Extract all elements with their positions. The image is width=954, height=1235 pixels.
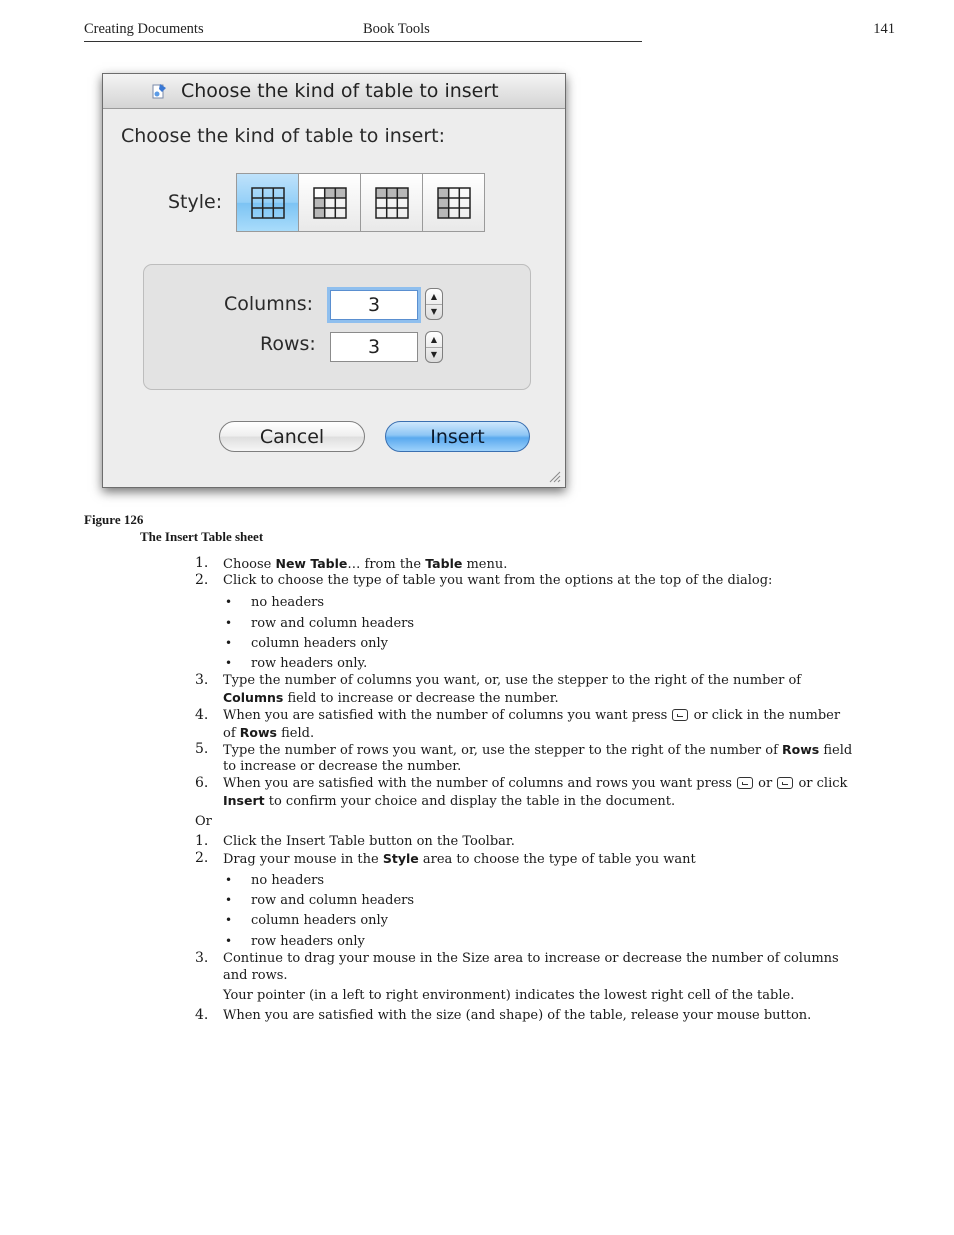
step-text: When you are satisfied with the number of columns and rows you want press or or click bbox=[223, 776, 848, 791]
resize-grip-icon[interactable] bbox=[547, 469, 561, 483]
step-number: 6. bbox=[195, 775, 209, 791]
tab-key-icon bbox=[672, 709, 688, 721]
bullet-icon: • bbox=[225, 636, 233, 650]
running-header-section: Creating Documents bbox=[84, 21, 204, 37]
list-item: no headers bbox=[251, 595, 325, 610]
return-key-icon bbox=[777, 777, 793, 789]
list-item: no headers bbox=[251, 873, 325, 888]
step-number: 1. bbox=[195, 555, 209, 571]
dialog-prompt: Choose the kind of table to insert: bbox=[121, 125, 446, 147]
up-arrow-icon[interactable]: ▲ bbox=[426, 289, 442, 305]
list-item: column headers only bbox=[251, 913, 389, 928]
app-icon bbox=[151, 82, 169, 100]
step-number: 2. bbox=[195, 572, 209, 588]
step-text: Type the number of rows you want, or, use the stepper to the right of the number of Rows field bbox=[223, 742, 853, 758]
step-text: Insert to confirm your choice and display the table in the document. bbox=[223, 793, 676, 809]
step-text: Choose New Table… from the Table menu. bbox=[223, 556, 508, 572]
figure-title: The Insert Table sheet bbox=[140, 529, 264, 544]
step-text: Continue to drag your mouse in the Size area to increase or decrease the number of columns bbox=[223, 951, 839, 966]
step-text: When you are satisfied with the size (and shape) of the table, release your mouse button. bbox=[223, 1008, 812, 1023]
dialog-title: Choose the kind of table to insert bbox=[181, 80, 499, 102]
step-number: 3. bbox=[195, 950, 209, 966]
step-text: Click to choose the type of table you want from the options at the top of the dialog: bbox=[223, 573, 773, 588]
list-item: column headers only bbox=[251, 636, 389, 651]
running-header-chapter: Book Tools bbox=[363, 21, 430, 37]
bullet-icon: • bbox=[225, 873, 233, 887]
bullet-icon: • bbox=[225, 656, 233, 670]
style-no-headers-button[interactable] bbox=[237, 174, 299, 231]
step-text: Click the Insert Table button on the Toolbar. bbox=[223, 834, 515, 849]
columns-label: Columns: bbox=[224, 293, 314, 315]
table-grid-icon bbox=[251, 187, 285, 219]
style-column-headers-button[interactable] bbox=[361, 174, 423, 231]
style-row-column-headers-button[interactable] bbox=[299, 174, 361, 231]
step-text: Columns field to increase or decrease the number. bbox=[223, 690, 559, 706]
step-number: 3. bbox=[195, 672, 209, 688]
step-number: 2. bbox=[195, 850, 209, 866]
columns-stepper[interactable] bbox=[425, 288, 443, 320]
cancel-button[interactable]: Cancel bbox=[219, 421, 365, 452]
size-group-box bbox=[143, 264, 531, 390]
step-number: 4. bbox=[195, 1007, 209, 1023]
table-style-selector bbox=[236, 173, 485, 232]
or-separator: Or bbox=[195, 814, 212, 829]
bullet-icon: • bbox=[225, 913, 233, 927]
enter-key-icon bbox=[737, 777, 753, 789]
step-text: and rows. bbox=[223, 968, 288, 983]
rows-label: Rows: bbox=[260, 333, 316, 355]
header-rule bbox=[84, 41, 642, 42]
list-item: row and column headers bbox=[251, 893, 415, 908]
bullet-icon: • bbox=[225, 616, 233, 630]
step-number: 1. bbox=[195, 833, 209, 849]
style-label: Style: bbox=[168, 191, 223, 213]
insert-button[interactable]: Insert bbox=[385, 421, 530, 452]
down-arrow-icon[interactable]: ▼ bbox=[430, 307, 438, 316]
table-column-headers-icon bbox=[375, 187, 409, 219]
bullet-icon: • bbox=[225, 893, 233, 907]
columns-field[interactable] bbox=[330, 290, 418, 320]
style-row-headers-button[interactable] bbox=[423, 174, 484, 231]
step-text: Drag your mouse in the Style area to choose the type of table you want bbox=[223, 851, 696, 867]
list-item: row headers only. bbox=[251, 656, 368, 671]
step-number: 4. bbox=[195, 707, 209, 723]
page-number: 141 bbox=[873, 21, 895, 37]
down-arrow-icon[interactable]: ▼ bbox=[430, 350, 438, 359]
step-number: 5. bbox=[195, 741, 209, 757]
step-text: to increase or decrease the number. bbox=[223, 759, 462, 774]
figure-number: Figure 126 bbox=[84, 512, 144, 527]
bullet-icon: • bbox=[225, 595, 233, 609]
bullet-icon: • bbox=[225, 934, 233, 948]
step-text: When you are satisfied with the number of columns you want press or click in the number bbox=[223, 708, 841, 723]
table-row-headers-icon bbox=[437, 187, 471, 219]
dialog-titlebar bbox=[103, 74, 565, 109]
step-text: of Rows field. bbox=[223, 725, 315, 741]
rows-stepper[interactable] bbox=[425, 331, 443, 363]
rows-field[interactable] bbox=[330, 332, 418, 362]
table-row-column-headers-icon bbox=[313, 187, 347, 219]
insert-table-dialog bbox=[102, 73, 566, 488]
step-note: Your pointer (in a left to right environment) indicates the lowest right cell of the table. bbox=[223, 988, 795, 1003]
list-item: row and column headers bbox=[251, 616, 415, 631]
list-item: row headers only bbox=[251, 934, 365, 949]
step-text: Type the number of columns you want, or, use the stepper to the right of the number of bbox=[223, 673, 802, 688]
up-arrow-icon[interactable]: ▲ bbox=[426, 332, 442, 348]
